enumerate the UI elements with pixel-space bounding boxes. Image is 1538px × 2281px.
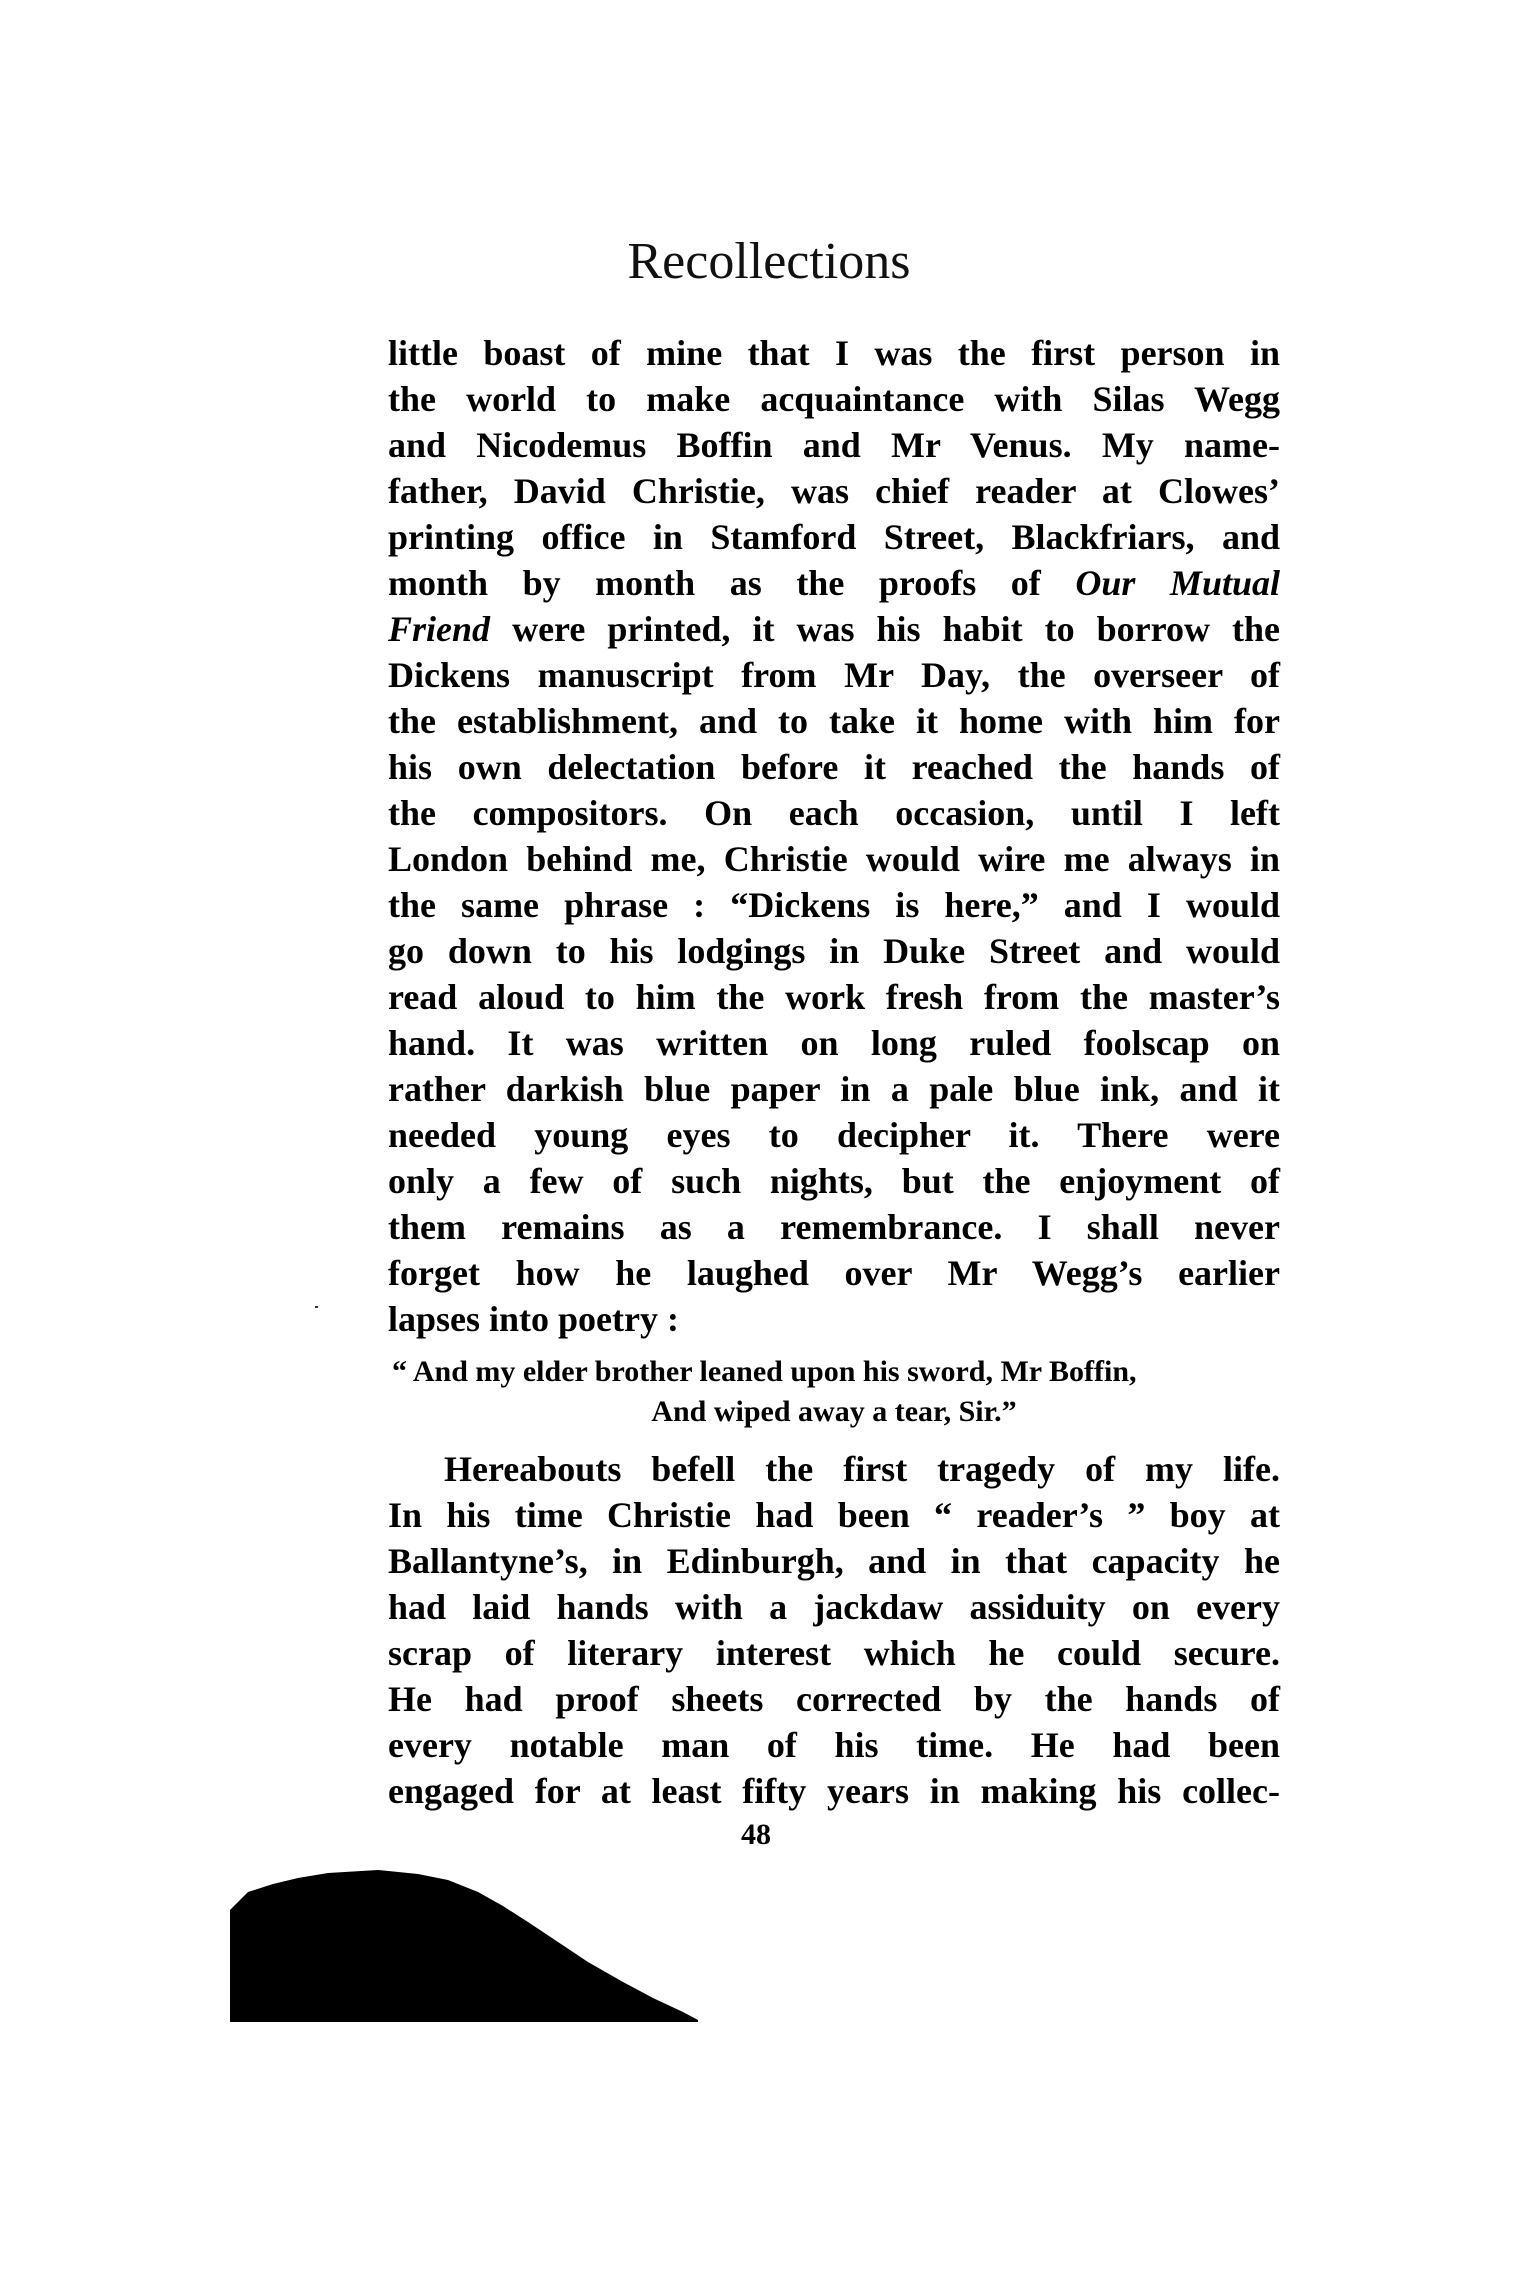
text-line: Hereabouts befell the first tragedy of my life. bbox=[444, 1449, 1280, 1489]
text-line: In his time Christie had been “ reader’s ” boy at bbox=[388, 1495, 1280, 1535]
text-line-with-title bbox=[388, 560, 1280, 606]
text-line: engaged for at least fifty years in making his collec- bbox=[388, 1771, 1280, 1811]
text-line: father, David Christie, was chief reader at Clowes’ bbox=[388, 471, 1280, 511]
text-line: Dickens manuscript from Mr Day, the overseer of bbox=[388, 655, 1280, 695]
book-title-italic: Friend bbox=[388, 609, 491, 649]
text-line: lapses into poetry : bbox=[388, 1299, 679, 1339]
ink-blot-scan-artifact bbox=[228, 1870, 708, 2030]
text-line: only a few of such nights, but the enjoyment of bbox=[388, 1161, 1280, 1201]
text-line: the establishment, and to take it home with him for bbox=[388, 701, 1280, 741]
text-line: read aloud to him the work fresh from the master’s bbox=[388, 977, 1280, 1017]
text-line: the compositors. On each occasion, until I left bbox=[388, 793, 1280, 833]
ink-blot-shape bbox=[230, 1870, 698, 2022]
book-title-italic: Our Mutual bbox=[1075, 563, 1280, 603]
text-line: scrap of literary interest which he could secure. bbox=[388, 1633, 1280, 1673]
text-line: little boast of mine that I was the first person in bbox=[388, 333, 1280, 373]
text-line: He had proof sheets corrected by the hands of bbox=[388, 1679, 1280, 1719]
text-line: and Nicodemus Boffin and Mr Venus. My name- bbox=[388, 425, 1280, 465]
quote-line: “ And my elder brother leaned upon his sword, Mr Boffin, bbox=[392, 1355, 1137, 1388]
text-fragment: were printed, it was his habit to borrow the bbox=[512, 609, 1281, 649]
text-line: the world to make acquaintance with Silas Wegg bbox=[388, 379, 1280, 419]
text-line: had laid hands with a jackdaw assiduity on every bbox=[388, 1587, 1280, 1627]
text-line: needed young eyes to decipher it. There were bbox=[388, 1115, 1280, 1155]
quote-line: And wiped away a tear, Sir.” bbox=[651, 1395, 1017, 1428]
running-head: Recollections bbox=[627, 233, 911, 290]
verse-quotation bbox=[388, 1352, 1280, 1432]
stray-ink-dot bbox=[315, 1306, 318, 1308]
text-line: London behind me, Christie would wire me always in bbox=[388, 839, 1280, 879]
text-fragment: month by month as the proofs of bbox=[388, 563, 1041, 603]
text-line: them remains as a remembrance. I shall never bbox=[388, 1207, 1280, 1247]
text-line: hand. It was written on long ruled foolscap on bbox=[388, 1023, 1280, 1063]
text-line: forget how he laughed over Mr Wegg’s earlier bbox=[388, 1253, 1280, 1293]
text-line: Ballantyne’s, in Edinburgh, and in that capacity he bbox=[388, 1541, 1280, 1581]
text-line: every notable man of his time. He had been bbox=[388, 1725, 1280, 1765]
text-line: the same phrase : “Dickens is here,” and I would bbox=[388, 885, 1280, 925]
text-line: go down to his lodgings in Duke Street and would bbox=[388, 931, 1280, 971]
text-line: rather darkish blue paper in a pale blue ink, and it bbox=[388, 1069, 1280, 1109]
text-line: printing office in Stamford Street, Blackfriars, and bbox=[388, 517, 1280, 557]
text-line: his own delectation before it reached the hands of bbox=[388, 747, 1280, 787]
paragraph-1 bbox=[388, 330, 1280, 1342]
text-line-with-title bbox=[388, 606, 1280, 652]
page-number: 48 bbox=[741, 1818, 771, 1851]
paragraph-2 bbox=[388, 1446, 1280, 1814]
